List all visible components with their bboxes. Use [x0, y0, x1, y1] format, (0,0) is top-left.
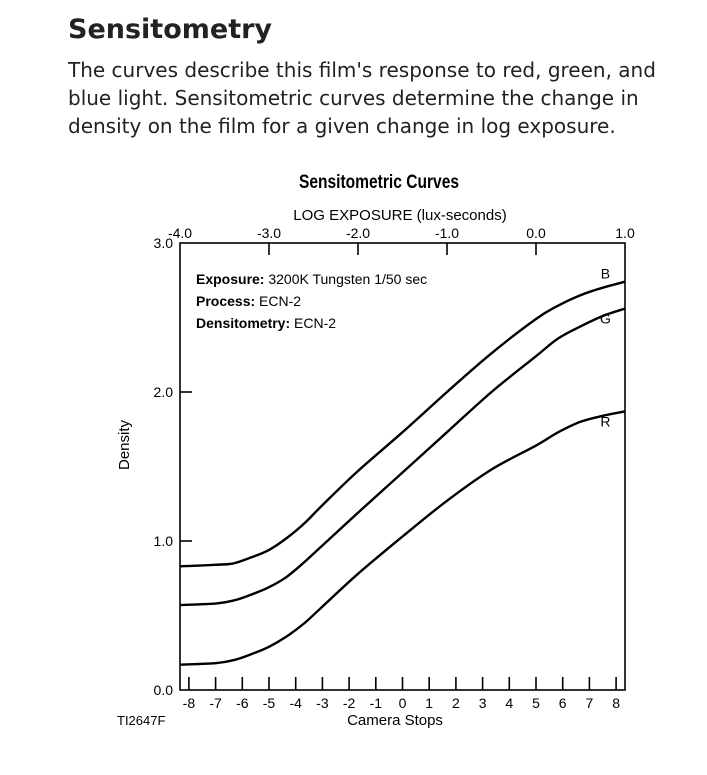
section-description: The curves describe this film's response to red, green, and blue light. Sensitometric curves determine the change in density on the film for a given change in log exposure.	[68, 58, 656, 138]
x-axis-top-label: LOG EXPOSURE (lux-seconds)	[293, 207, 507, 224]
curve-r	[180, 411, 625, 664]
camera-stop-label: -8	[182, 695, 196, 711]
x-top-tick-label: -3.0	[256, 225, 282, 241]
camera-stop-label: 6	[558, 695, 567, 711]
annotation-value: ECN-2	[290, 315, 337, 331]
y-tick-label: 2.0	[153, 384, 173, 400]
camera-stop-label: 8	[612, 695, 620, 711]
camera-stop-label: -5	[262, 695, 276, 711]
camera-stop-label: -7	[209, 695, 222, 711]
camera-stop-label: 4	[505, 695, 514, 711]
figure-code: TI2647F	[117, 713, 166, 728]
curve-g	[180, 309, 625, 605]
camera-stop-label: 7	[585, 695, 594, 711]
y-tick-label: 3.0	[153, 235, 173, 251]
camera-stop-label: 2	[452, 695, 460, 711]
y-tick-label: 1.0	[153, 533, 173, 549]
curve-label-r: R	[600, 413, 611, 430]
camera-stop-label: 0	[398, 695, 407, 711]
annotation-value: ECN-2	[255, 293, 302, 309]
annotation-label: Densitometry:	[196, 315, 291, 331]
camera-stop-label: -4	[289, 695, 302, 711]
x-axis-bottom-label: Camera Stops	[347, 712, 443, 729]
x-top-tick-label: -4.0	[167, 225, 193, 241]
plot-frame	[180, 243, 625, 690]
x-top-tick-label: 1.0	[615, 225, 635, 241]
annotation-label: Process:	[196, 293, 256, 309]
annotation-line	[196, 315, 336, 331]
x-top-tick-label: -2.0	[345, 225, 371, 241]
x-top-tick-label: -1.0	[434, 225, 460, 241]
annotations-layer	[196, 271, 427, 331]
x-top-tick-label: 0.0	[526, 225, 546, 241]
section-heading: Sensitometry	[68, 14, 273, 45]
curve-label-b: B	[600, 265, 611, 282]
annotation-value: 3200K Tungsten 1/50 sec	[264, 271, 428, 287]
camera-stop-label: -3	[316, 695, 329, 711]
camera-stop-label: -1	[369, 695, 383, 711]
y-tick-label: 0.0	[153, 682, 173, 698]
annotation-label: Exposure:	[196, 271, 265, 287]
camera-stop-label: -6	[236, 695, 249, 711]
y-axis-label: Density	[116, 419, 133, 471]
annotation-line	[196, 293, 301, 309]
chart-title: Sensitometric Curves	[298, 170, 460, 193]
camera-stop-label: -2	[342, 695, 356, 711]
camera-stop-label: 5	[532, 695, 540, 711]
camera-stop-label: 1	[425, 695, 434, 711]
curve-label-g: G	[599, 310, 611, 327]
annotation-line	[196, 271, 427, 287]
camera-stop-label: 3	[478, 695, 487, 711]
